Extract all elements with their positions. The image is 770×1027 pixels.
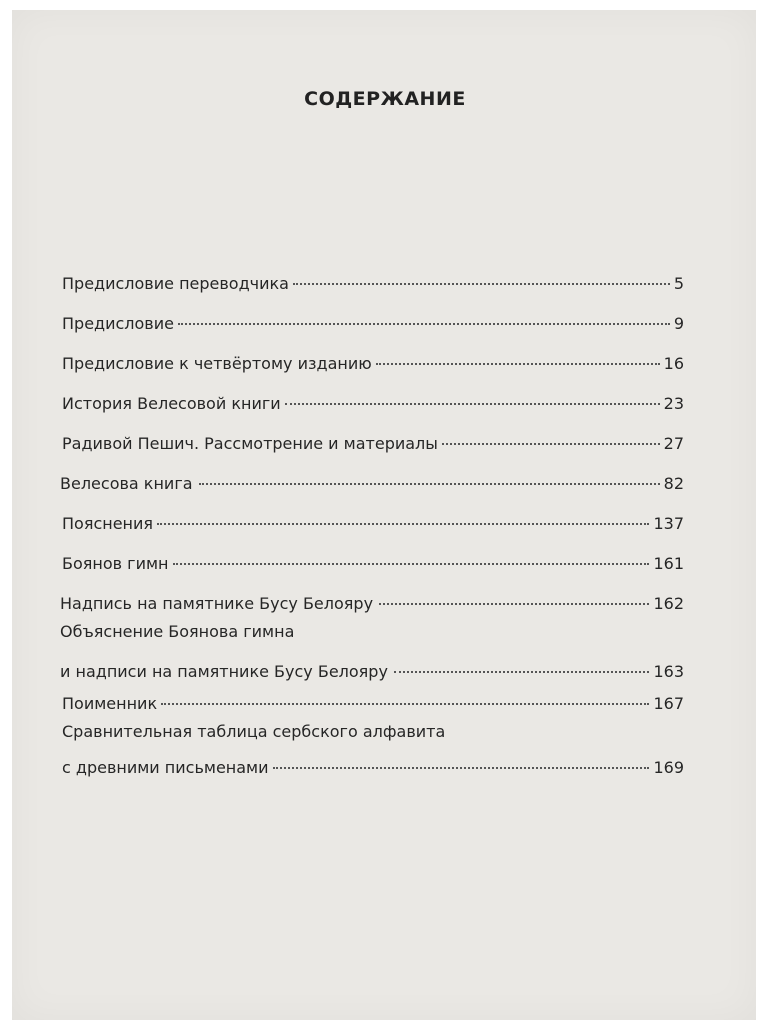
dot-leader [161,703,649,705]
toc-entry-title-line-1: Объяснение Боянова гимна [60,622,295,641]
toc-entry-title: Поименник [62,694,158,713]
toc-entry[interactable] [62,620,684,684]
toc-page-number: 161 [653,554,684,573]
toc-page-number: 27 [663,434,684,453]
dot-leader [199,483,660,485]
toc-entry-title: Надпись на памятнике Бусу Белояру [60,594,374,613]
toc-entry-title: История Велесовой книги [62,394,281,413]
toc-entry[interactable] [62,272,684,296]
toc-entry-title: Боянов гимн [62,554,169,573]
toc-entry-title: Радивой Пешич. Рассмотрение и материалы [62,434,438,453]
toc-page-number: 82 [663,474,684,493]
dot-leader [376,363,660,365]
dot-leader [442,443,660,445]
dot-leader [173,563,650,565]
dot-leader [157,523,649,525]
toc-page-number: 169 [653,758,684,777]
dot-leader [293,283,670,285]
dot-leader [285,403,660,405]
toc-entry[interactable] [62,472,684,496]
toc-entry[interactable] [62,592,684,616]
toc-entry-title: Предисловие к четвёртому изданию [62,354,372,373]
toc-entry[interactable] [62,692,684,716]
page-title: СОДЕРЖАНИЕ [304,88,466,110]
toc-page-number: 137 [653,514,684,533]
toc-entry[interactable] [62,352,684,376]
toc-page-number: 5 [673,274,684,293]
dot-leader [273,767,650,769]
toc-page-number: 162 [653,594,684,613]
toc-page-number: 16 [663,354,684,373]
toc-entry[interactable] [62,512,684,536]
toc-page-number: 167 [653,694,684,713]
toc-entry-title: Пояснения [62,514,154,533]
toc-page-number: 23 [663,394,684,413]
toc-entry[interactable] [62,312,684,336]
toc-entry-title: Предисловие переводчика [62,274,289,293]
toc-entry-title-line-2: и надписи на памятнике Бусу Белояру [60,662,388,681]
toc-entry-title-line-1: Сравнительная таблица сербского алфавита [62,722,446,741]
dot-leader [379,603,649,605]
toc-entry[interactable] [62,392,684,416]
dot-leader [178,323,670,325]
toc-entry-title-line-2: с древними письменами [62,758,269,777]
toc-entry[interactable] [62,432,684,456]
toc-entry[interactable] [62,720,684,780]
toc-entry-title: Предисловие [62,314,174,333]
toc-page-number: 9 [673,314,684,333]
toc-entry[interactable] [62,552,684,576]
toc-entry-title: Велесова книга [60,474,193,493]
toc-page-number: 163 [653,662,684,681]
dot-leader [394,671,650,673]
